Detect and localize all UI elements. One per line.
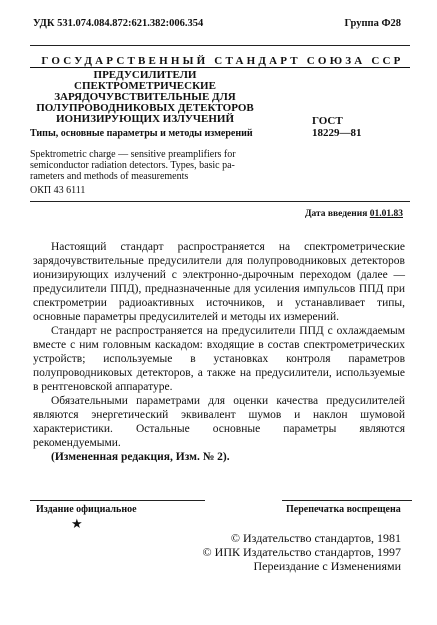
introduction-date	[305, 209, 403, 219]
english-title-line: Spektrometric charge — sensitive preamplifiers for	[30, 149, 236, 160]
copyright-block	[203, 531, 401, 573]
official-edition: Издание официальное	[36, 504, 137, 515]
copyright-line: Переиздание с Изменениями	[253, 559, 401, 573]
paragraph-exclusions: Стандарт не распространяется на предусилители ППД с охлаждаемым вместе с ним головным каскадом: входящие в состав спектрометрических устройств; используемые в установках контроля параметров полупроводниковых детекторов, а также на предусилители, используемые в рентгеновской аппаратуре.	[33, 325, 405, 393]
date-label: Дата введения	[304, 209, 368, 219]
title-line: ИОНИЗИРУЮЩИХ ИЗЛУЧЕНИЙ	[55, 113, 235, 125]
english-title-line: rameters and methods of measurements	[30, 171, 189, 182]
group-code: Группа Ф28	[344, 18, 401, 29]
title-line: ПОЛУПРОВОДНИКОВЫХ ДЕТЕКТОРОВ	[36, 102, 254, 114]
paragraph-parameters: Обязательными параметрами для оценки качества предусилителей являются энергетический эквивалент шумов и наклон шумовой характеристики. Остальные основные параметры являются рекомендуемыми.	[33, 395, 405, 449]
gost-designation	[312, 115, 362, 139]
date-value: 01.01.83	[369, 209, 403, 219]
title-line: ПРЕДУСИЛИТЕЛИ СПЕКТРОМЕТРИЧЕСКИЕ	[74, 69, 216, 92]
document-title	[36, 70, 254, 125]
title-line: ЗАРЯДОЧУВСТВИТЕЛЬНЫЕ ДЛЯ	[54, 91, 236, 103]
reprint-prohibited: Перепечатка воспрещена	[286, 504, 401, 515]
heading-rule	[30, 67, 410, 68]
document-subtitle: Типы, основные параметры и методы измерений	[30, 128, 253, 139]
state-standard-heading: ГОСУДАРСТВЕННЫЙ СТАНДАРТ СОЮЗА ССР	[41, 55, 404, 67]
footer-rule-right	[282, 500, 412, 501]
main-text	[33, 240, 405, 464]
star-icon: ★	[71, 516, 83, 531]
english-title-line: semiconductor radiation detectors. Types, basic pa-	[30, 160, 235, 171]
copyright-line: © Издательство стандартов, 1981	[230, 531, 401, 545]
edit-note: (Измененная редакция, Изм. № 2).	[51, 451, 230, 463]
paragraph-scope: Настоящий стандарт распространяется на спектрометрические зарядочувствительные предусилители для полупроводниковых детекторов ионизирующих излучений с электронно-дырочным переходом (далее — предусилители ППД), предназначенные для усиления импульсов ППД при спектрометрии радиоактивных источников, и устанавливает типы, основные параметры предусилителей и методы их измерений.	[33, 241, 405, 323]
footer-rule-left	[30, 500, 205, 501]
gost-label: ГОСТ	[312, 115, 343, 127]
copyright-line: © ИПК Издательство стандартов, 1997	[202, 545, 401, 559]
udk-code: УДК 531.074.084.872:621.382:006.354	[33, 18, 204, 29]
english-title	[30, 149, 270, 182]
okp-code: ОКП 43 6111	[30, 185, 86, 196]
gost-number: 18229—81	[312, 127, 362, 139]
top-rule	[30, 45, 410, 46]
date-rule	[30, 201, 410, 202]
